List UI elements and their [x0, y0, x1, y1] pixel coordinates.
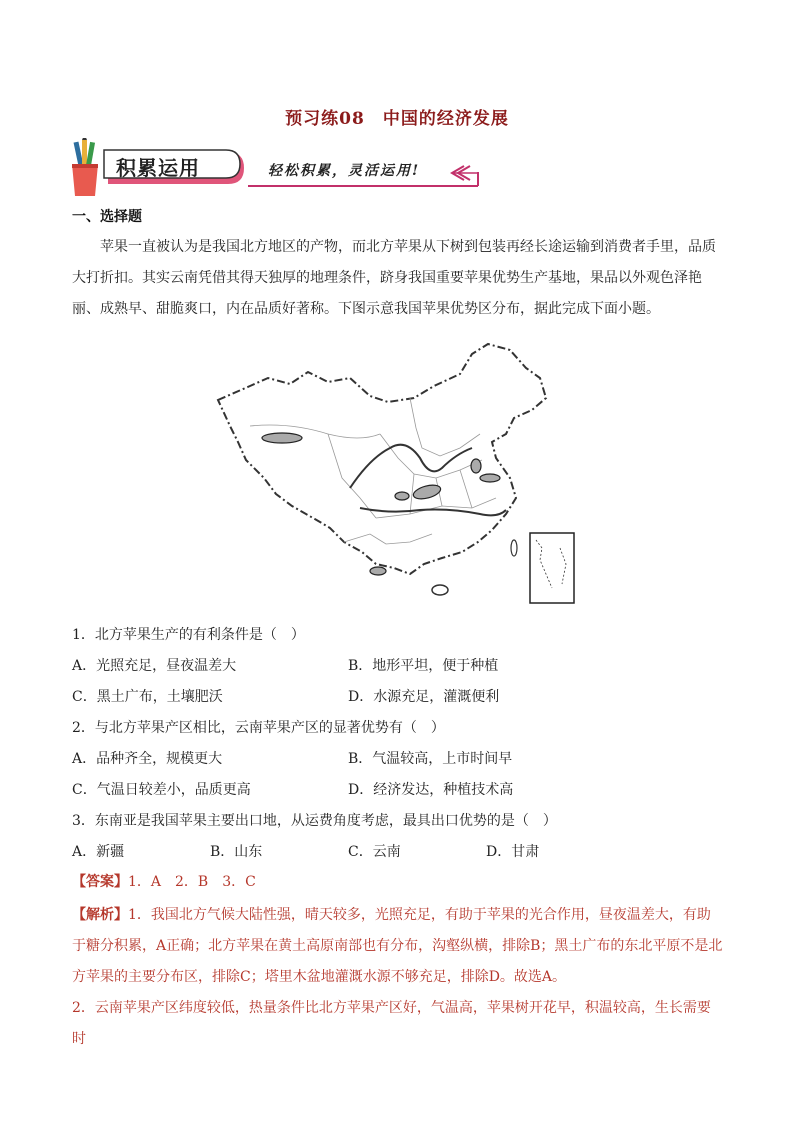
analysis-tag: 【解析】	[72, 907, 128, 923]
region-bohai-1	[471, 459, 481, 473]
banner-badge-text: 积累运用	[116, 156, 200, 180]
analysis-block	[72, 900, 724, 1055]
china-apple-region-map	[210, 338, 582, 608]
section-heading: 一、选择题	[72, 209, 142, 225]
q1-option-a[interactable]: A．光照充足，昼夜温差大	[72, 658, 237, 674]
answer-tag: 【答案】	[72, 874, 128, 890]
q3-option-a[interactable]: A．新疆	[72, 844, 125, 860]
q2-option-c[interactable]: C．气温日较差小，品质更高	[72, 782, 251, 798]
region-xinjiang	[262, 433, 302, 443]
region-bohai-2	[480, 474, 500, 482]
region-loess-plateau	[412, 483, 442, 502]
answer-line	[72, 871, 256, 891]
question-2-stem: 2．与北方苹果产区相比，云南苹果产区的显著优势有（ ）	[72, 720, 445, 736]
section-banner	[68, 138, 488, 198]
q1-option-c[interactable]: C．黑土广布，土壤肥沃	[72, 689, 223, 705]
page-title: 预习练08 中国的经济发展	[285, 109, 509, 129]
q2-option-b[interactable]: B．气温较高，上市时间早	[348, 751, 513, 767]
region-gansu	[395, 492, 409, 500]
q3-option-b[interactable]: B．山东	[210, 844, 263, 860]
answer-text: 1．A 2．B 3．C	[128, 874, 256, 890]
analysis-paragraph-1	[72, 900, 724, 993]
q2-option-a[interactable]: A．品种齐全，规模更大	[72, 751, 223, 767]
question-passage: 苹果一直被认为是我国北方地区的产物，而北方苹果从下树到包装再经长途运输到消费者手里，品质大打折扣。其实云南凭借其得天独厚的地理条件，跻身我国重要苹果优势生产基地，果品以外观色泽艳丽、成熟早、甜脆爽口，内在品质好著称。下图示意我国苹果优势区分布，据此完成下面小题。	[72, 239, 716, 317]
region-yunnan	[370, 567, 386, 575]
q3-option-c[interactable]: C．云南	[348, 844, 401, 860]
question-1-stem: 1．北方苹果生产的有利条件是（ ）	[72, 627, 305, 643]
q1-option-d[interactable]: D．水源充足，灌溉便利	[348, 689, 500, 705]
question-3-stem: 3．东南亚是我国苹果主要出口地，从运费角度考虑，最具出口优势的是（ ）	[72, 813, 557, 829]
analysis-paragraph-2: 2．云南苹果产区纬度较低，热量条件比北方苹果产区好，气温高，苹果树开花早，积温较高，生长需要时	[72, 1000, 711, 1047]
q2-option-d[interactable]: D．经济发达，种植技术高	[348, 782, 514, 798]
q3-option-d[interactable]: D．甘肃	[486, 844, 540, 860]
analysis-text-1: 1．我国北方气候大陆性强，晴天较多，光照充足，有助于苹果的光合作用，昼夜温差大，有助于糖分积累，A正确；北方苹果在黄土高原南部也有分布，沟壑纵横，排除B；黑土广布的东北平原不是北方苹果的主要分布区，排除C；塔里木盆地灌溉水源不够充足，排除D。故选A。	[72, 907, 723, 985]
q1-option-b[interactable]: B．地形平坦，便于种植	[348, 658, 499, 674]
banner-slogan: 轻松积累，灵活运用!	[268, 163, 421, 179]
